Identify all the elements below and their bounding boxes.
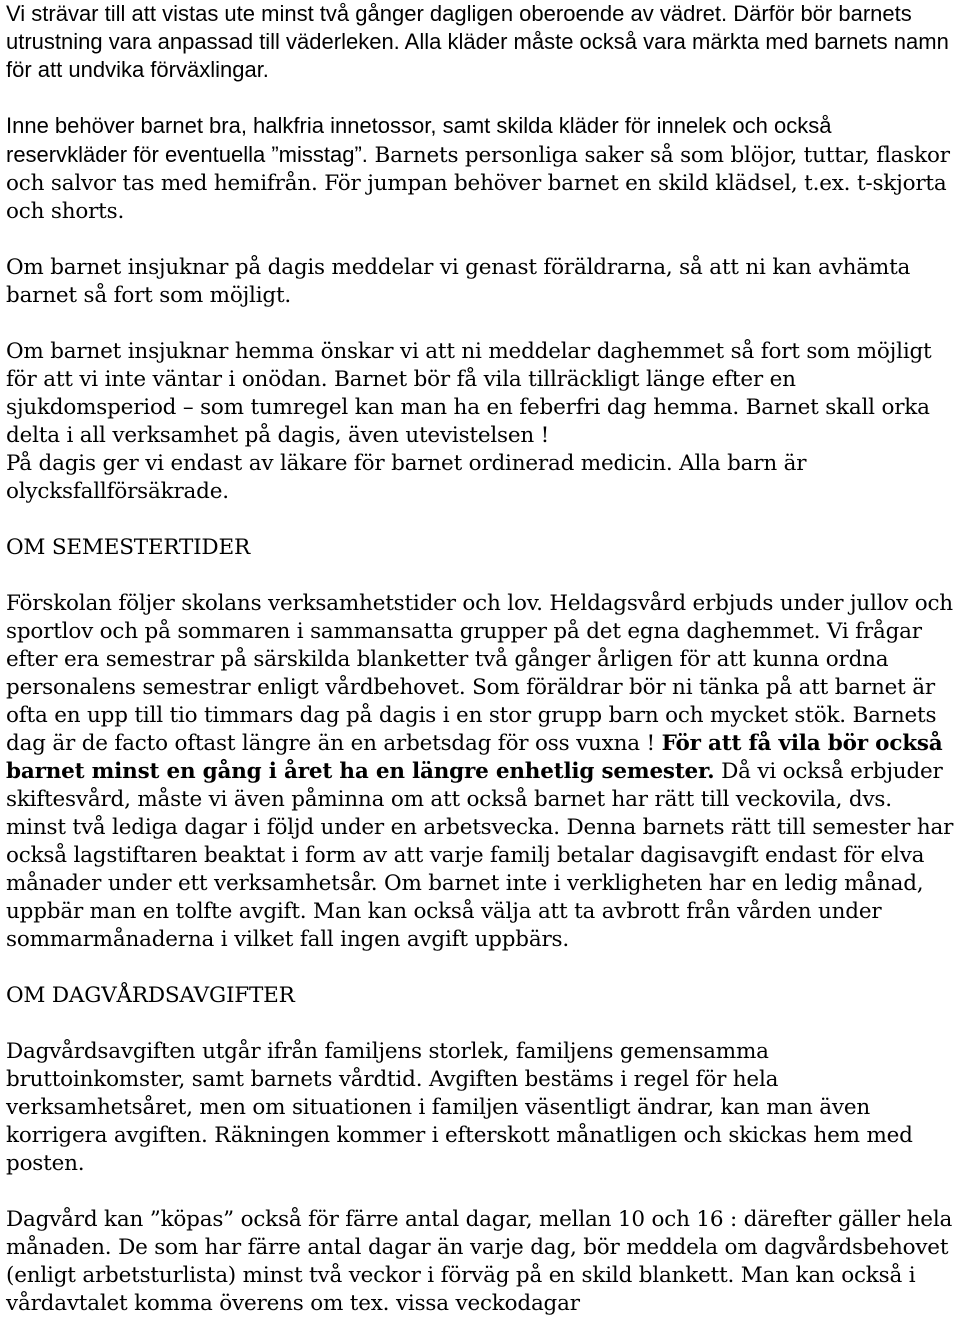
paragraph-vacation-text-a: Förskolan följer skolans verksamhetstider och lov. Heldagsvård erbjuds under jullov och sportlov och på sommaren i sammansatta grupper på det egna daghemmet. Vi frågar efter era semestrar på särskilda blanketter två gånger årligen för att kunna ordna personalens semestrar enligt vårdbehovet. Som föräldrar bör ni tänka på att barnet är ofta en upp till tio timmars dag på dagis i en stor grupp barn och mycket stök. Barnets dag är de facto oftast längre än en arbetsdag för oss vuxna ! [6, 591, 960, 756]
heading-fees: OM DAGVÅRDSAVGIFTER [6, 983, 295, 1008]
document-page [6, 0, 960, 1318]
paragraph-outdoor-text: Vi strävar till att vistas ute minst två gånger dagligen oberoende av vädret. Därför bör barnets utrustning vara anpassad till väderleken. Alla kläder måste också vara märkta med barnets namn för att undvika förväxlingar. [6, 1, 955, 82]
paragraph-sick-at-home: Om barnet insjuknar hemma önskar vi att ni meddelar daghemmet så fort som möjligt för att vi inte väntar i onödan. Barnet bör få vila tillräckligt länge efter en sjukdomsperiod – som tumregel kan man ha en feberfri dag hemma. Barnet skall orka delta i all verksamhet på dagis, även utevistelsen ! [6, 339, 939, 448]
paragraph-medicine: På dagis ger vi endast av läkare för barnet ordinerad medicin. Alla barn är olycksfallförsäkrade. [6, 451, 813, 504]
paragraph-clothing [6, 112, 957, 226]
paragraph-vacation [6, 590, 960, 954]
paragraph-sick-at-daycare: Om barnet insjuknar på dagis meddelar vi genast föräldrarna, så att ni kan avhämta barnet så fort som möjligt. [6, 255, 917, 308]
paragraph-clothing-text-b: Barnets personliga saker så som blöjor, tuttar, flaskor och salvor tas med hemifrån. För jumpan behöver barnet en skild klädsel, t.ex. t-skjorta och shorts. [6, 143, 957, 224]
paragraph-buy-days: Dagvård kan ”köpas” också för färre antal dagar, mellan 10 och 16 : därefter gäller hela månaden. De som har färre antal dagar än varje dag, bör meddela om dagvårdsbehovet (enligt arbetsturlista) minst två veckor i förväg på en skild blankett. Man kan också i vårdavtalet komma överens om tex. vissa veckodagar [6, 1207, 959, 1316]
heading-vacation: OM SEMESTERTIDER [6, 535, 250, 560]
paragraph-vacation-bold: För att få vila bör också barnet minst en gång i året ha en längre enhetlig semester. [6, 731, 950, 784]
paragraph-fees: Dagvårdsavgiften utgår ifrån familjens storlek, familjens gemensamma bruttoinkomster, samt barnets vårdtid. Avgiften bestäms i regel för hela verksamhetsåret, men om situationen i familjen väsentligt ändrar, kan man även korrigera avgiften. Räkningen kommer i efterskott månatligen och skickas hem med posten. [6, 1039, 920, 1176]
paragraph-clothing-text-a: Inne behöver barnet bra, halkfria innetossor, samt skilda kläder för innelek och också reservkläder för eventuella ”misstag”. [6, 113, 838, 167]
paragraph-outdoor [6, 0, 954, 84]
paragraph-vacation-text-b: Då vi också erbjuder skiftesvård, måste vi även påminna om att också barnet har rätt till veckovila, dvs. minst två lediga dagar i följd under en arbetsvecka. Denna barnets rätt till semester har också lagstiftaren beaktat i form av att varje familj betalar dagisavgift endast för elva månader under ett verksamhetsår. Om barnet inte i verkligheten har en ledig månad, uppbär man en tolfte avgift. Man kan också välja att ta avbrott från vården under sommarmånaderna i vilket fall ingen avgift uppbärs. [6, 759, 960, 952]
